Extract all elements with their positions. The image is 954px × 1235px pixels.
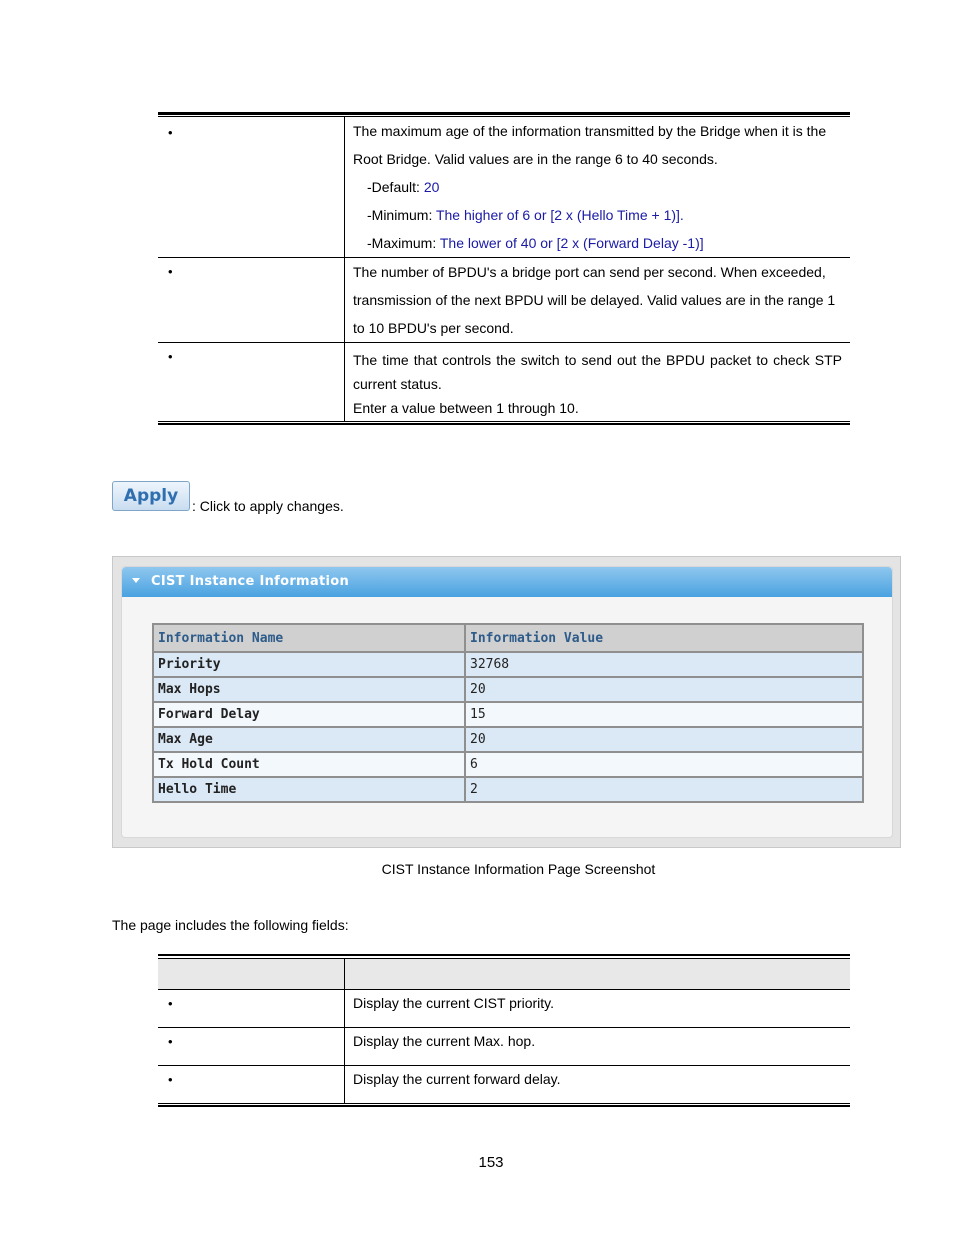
minimum-label: -Minimum:: [367, 207, 436, 223]
column-header: Information Name: [153, 624, 465, 652]
description-line: The number of BPDU's a bridge port can send per second. When exceeded,: [353, 264, 826, 280]
bullet: •: [168, 1072, 173, 1087]
field-description: Display the current forward delay.: [353, 1071, 561, 1087]
table-row: [153, 752, 863, 777]
description-line: Root Bridge. Valid values are in the range 6 to 40 seconds.: [353, 151, 718, 167]
maximum-value: The lower of 40 or [2 x (Forward Delay -1)]: [439, 235, 704, 251]
cist-info-table: [152, 623, 864, 803]
column-header: Information Value: [465, 624, 863, 652]
page-number: 153: [478, 1154, 504, 1171]
description-line: to 10 BPDU's per second.: [353, 320, 514, 336]
minimum-value: The higher of 6 or [2 x (Hello Time + 1)].: [435, 207, 684, 223]
description-line: Enter a value between 1 through 10.: [353, 400, 579, 416]
info-value: 6: [465, 752, 863, 777]
info-name: Tx Hold Count: [153, 752, 465, 777]
info-name: Max Age: [153, 727, 465, 752]
description-line: The time that controls the switch to send out the BPDU packet to check STP: [353, 352, 842, 368]
table-row: [153, 702, 863, 727]
collapse-arrow-icon[interactable]: [132, 578, 140, 583]
field-row: [158, 1066, 850, 1103]
figure-caption: CIST Instance Information Page Screenshot: [381, 861, 656, 877]
bullet: •: [168, 125, 173, 140]
info-value: 2: [465, 777, 863, 802]
info-value: 32768: [465, 652, 863, 677]
table-row: [153, 677, 863, 702]
fields-table: [158, 954, 850, 1107]
table-row: [153, 652, 863, 677]
table-header-row: [153, 624, 863, 652]
info-name: Priority: [153, 652, 465, 677]
table-row: [153, 727, 863, 752]
param-row: [158, 343, 850, 421]
info-name: Hello Time: [153, 777, 465, 802]
info-name: Max Hops: [153, 677, 465, 702]
field-row: [158, 990, 850, 1028]
apply-button[interactable]: Apply: [112, 481, 190, 511]
bullet: •: [168, 1034, 173, 1049]
field-description: Display the current CIST priority.: [353, 995, 554, 1011]
cist-panel: [121, 566, 893, 838]
info-value: 15: [465, 702, 863, 727]
info-value: 20: [465, 727, 863, 752]
bullet: •: [168, 349, 173, 364]
param-row: [158, 117, 850, 258]
bullet: •: [168, 264, 173, 279]
apply-description: : Click to apply changes.: [192, 498, 344, 514]
info-name: Forward Delay: [153, 702, 465, 727]
bullet: •: [168, 996, 173, 1011]
description-line: The maximum age of the information transmitted by the Bridge when it is the: [353, 123, 827, 139]
cist-screenshot: [112, 556, 901, 848]
description-line: current status.: [353, 376, 442, 392]
maximum-label: -Maximum:: [367, 235, 440, 251]
field-description: Display the current Max. hop.: [353, 1033, 536, 1049]
panel-title: CIST Instance Information: [151, 574, 350, 589]
parameter-table: [158, 112, 850, 425]
default-label: -Default:: [367, 179, 424, 195]
field-row: [158, 1028, 850, 1066]
panel-header[interactable]: [122, 567, 892, 597]
description-line: transmission of the next BPDU will be delayed. Valid values are in the range 1: [353, 292, 836, 308]
fields-table-header: [158, 958, 850, 990]
param-row: [158, 258, 850, 343]
table-row: [153, 777, 863, 802]
info-value: 20: [465, 677, 863, 702]
intro-text: The page includes the following fields:: [112, 917, 349, 933]
default-value: 20: [423, 179, 440, 195]
